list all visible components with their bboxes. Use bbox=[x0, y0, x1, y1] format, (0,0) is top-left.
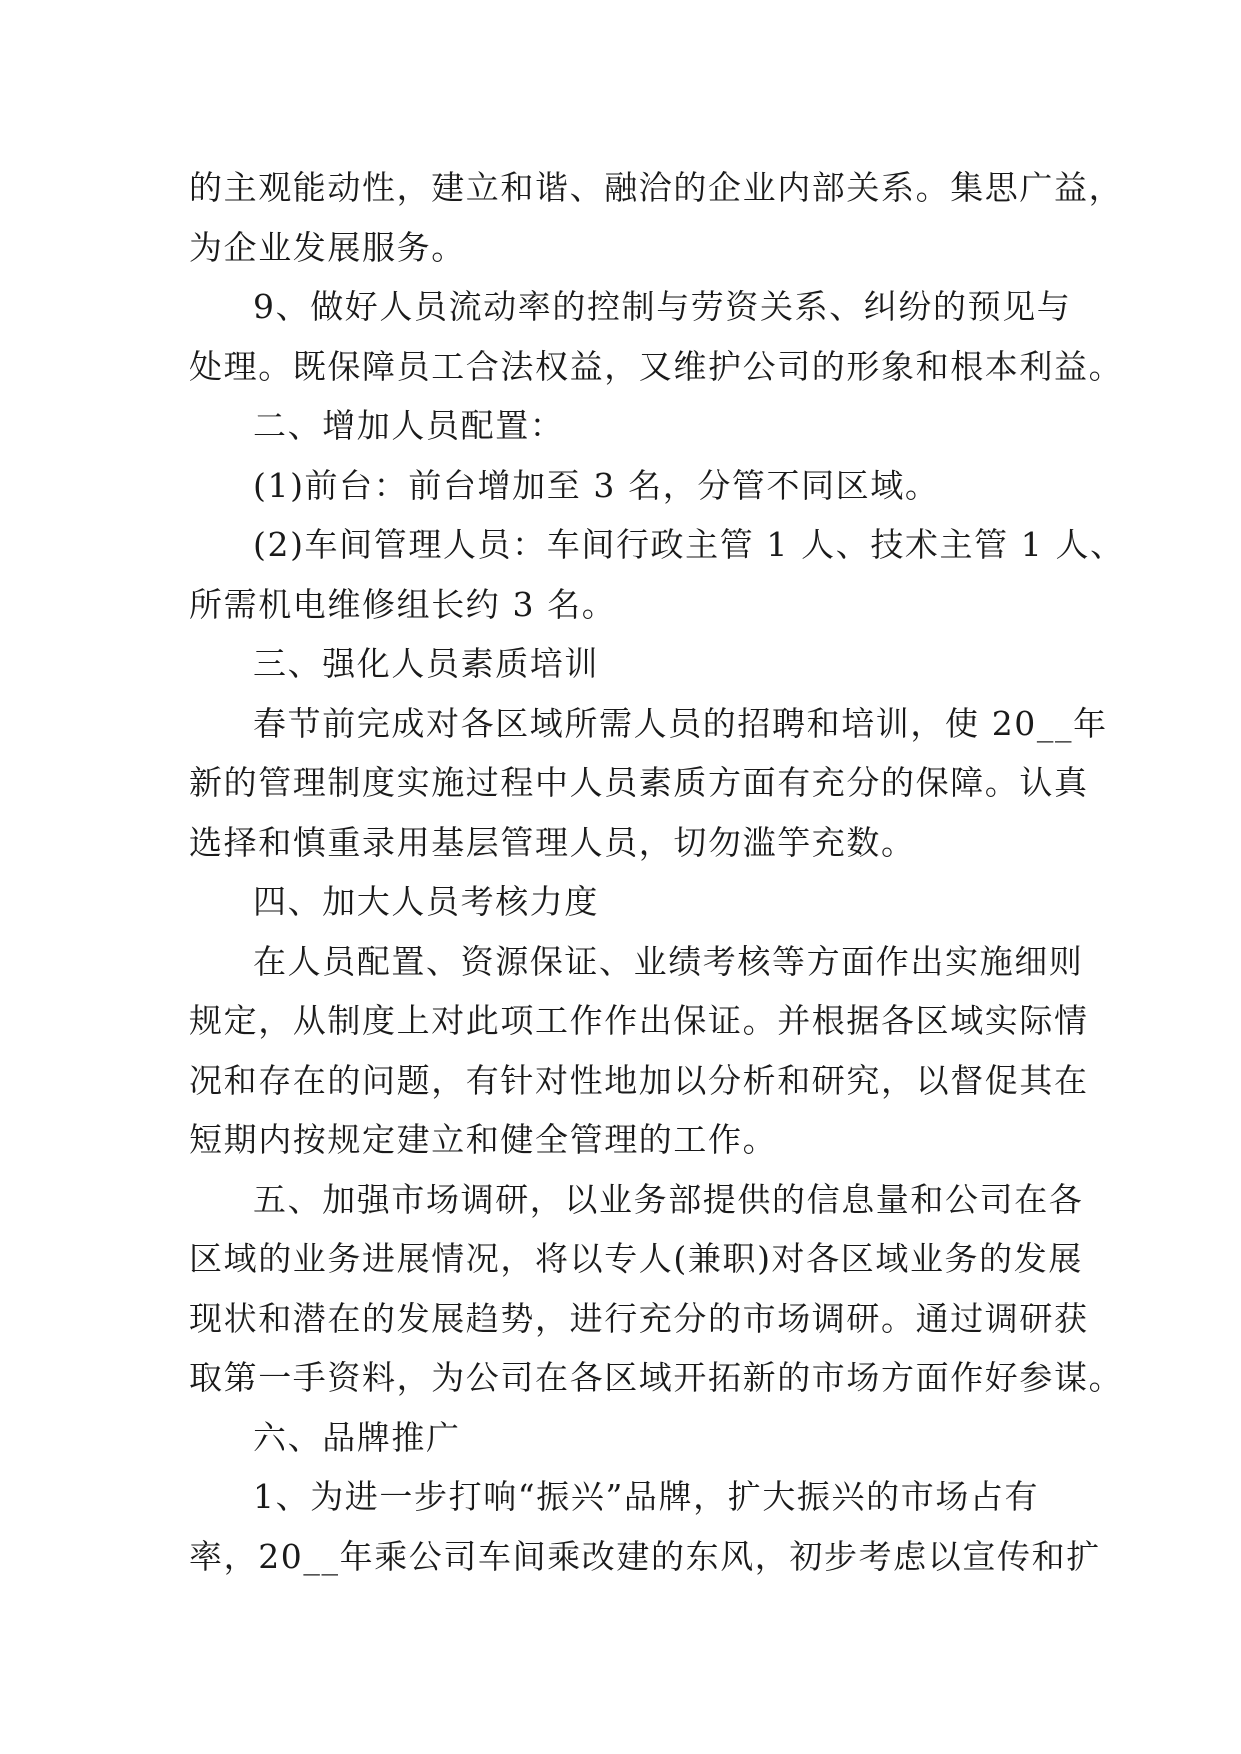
text-line: 9、做好人员流动率的控制与劳资关系、纠纷的预见与 bbox=[253, 287, 1072, 326]
text-line: 在人员配置、资源保证、业绩考核等方面作出实施细则 bbox=[253, 941, 1084, 981]
text-line: 现状和潜在的发展趋势，进行充分的市场调研。通过调研获 bbox=[189, 1298, 1089, 1338]
text-line: 短期内按规定建立和健全管理的工作。 bbox=[189, 1120, 778, 1159]
text-line: 1、为进一步打响“振兴”品牌，扩大振兴的市场占有 bbox=[253, 1477, 1040, 1516]
text-line: (2)车间管理人员：车间行政主管 1 人、技术主管 1 人、 bbox=[253, 525, 1125, 564]
text-line: 春节前完成对各区域所需人员的招聘和培训，使 20__年 bbox=[253, 703, 1108, 743]
text-line: (1)前台：前台增加至 3 名，分管不同区域。 bbox=[253, 465, 940, 505]
text-line: 的主观能动性，建立和谐、融洽的企业内部关系。集思广益， bbox=[189, 168, 1124, 207]
text-line: 选择和慎重录用基层管理人员，切勿滥竽充数。 bbox=[189, 822, 916, 862]
text-line: 况和存在的问题，有针对性地加以分析和研究，以督促其在 bbox=[189, 1060, 1089, 1100]
text-line: 新的管理制度实施过程中人员素质方面有充分的保障。认真 bbox=[189, 763, 1089, 802]
text-line: 四、加大人员考核力度 bbox=[253, 882, 599, 921]
text-line: 所需机电维修组长约 3 名。 bbox=[189, 584, 617, 624]
text-line: 率，20__年乘公司车间乘改建的东风，初步考虑以宣传和扩 bbox=[189, 1536, 1101, 1576]
text-line: 为企业发展服务。 bbox=[189, 227, 466, 267]
document-body bbox=[189, 158, 1125, 1586]
text-line: 规定，从制度上对此项工作作出保证。并根据各区域实际情 bbox=[189, 1001, 1089, 1040]
text-line: 五、加强市场调研，以业务部提供的信息量和公司在各 bbox=[253, 1179, 1084, 1219]
text-line: 三、强化人员素质培训 bbox=[253, 644, 599, 683]
text-line: 六、品牌推广 bbox=[253, 1417, 461, 1457]
text-line: 取第一手资料，为公司在各区域开拓新的市场方面作好参谋。 bbox=[189, 1358, 1124, 1397]
text-line: 处理。既保障员工合法权益，又维护公司的形象和根本利益。 bbox=[189, 346, 1124, 386]
text-line: 区域的业务进展情况，将以专人(兼职)对各区域业务的发展 bbox=[189, 1239, 1083, 1278]
text-line: 二、增加人员配置： bbox=[253, 406, 565, 445]
